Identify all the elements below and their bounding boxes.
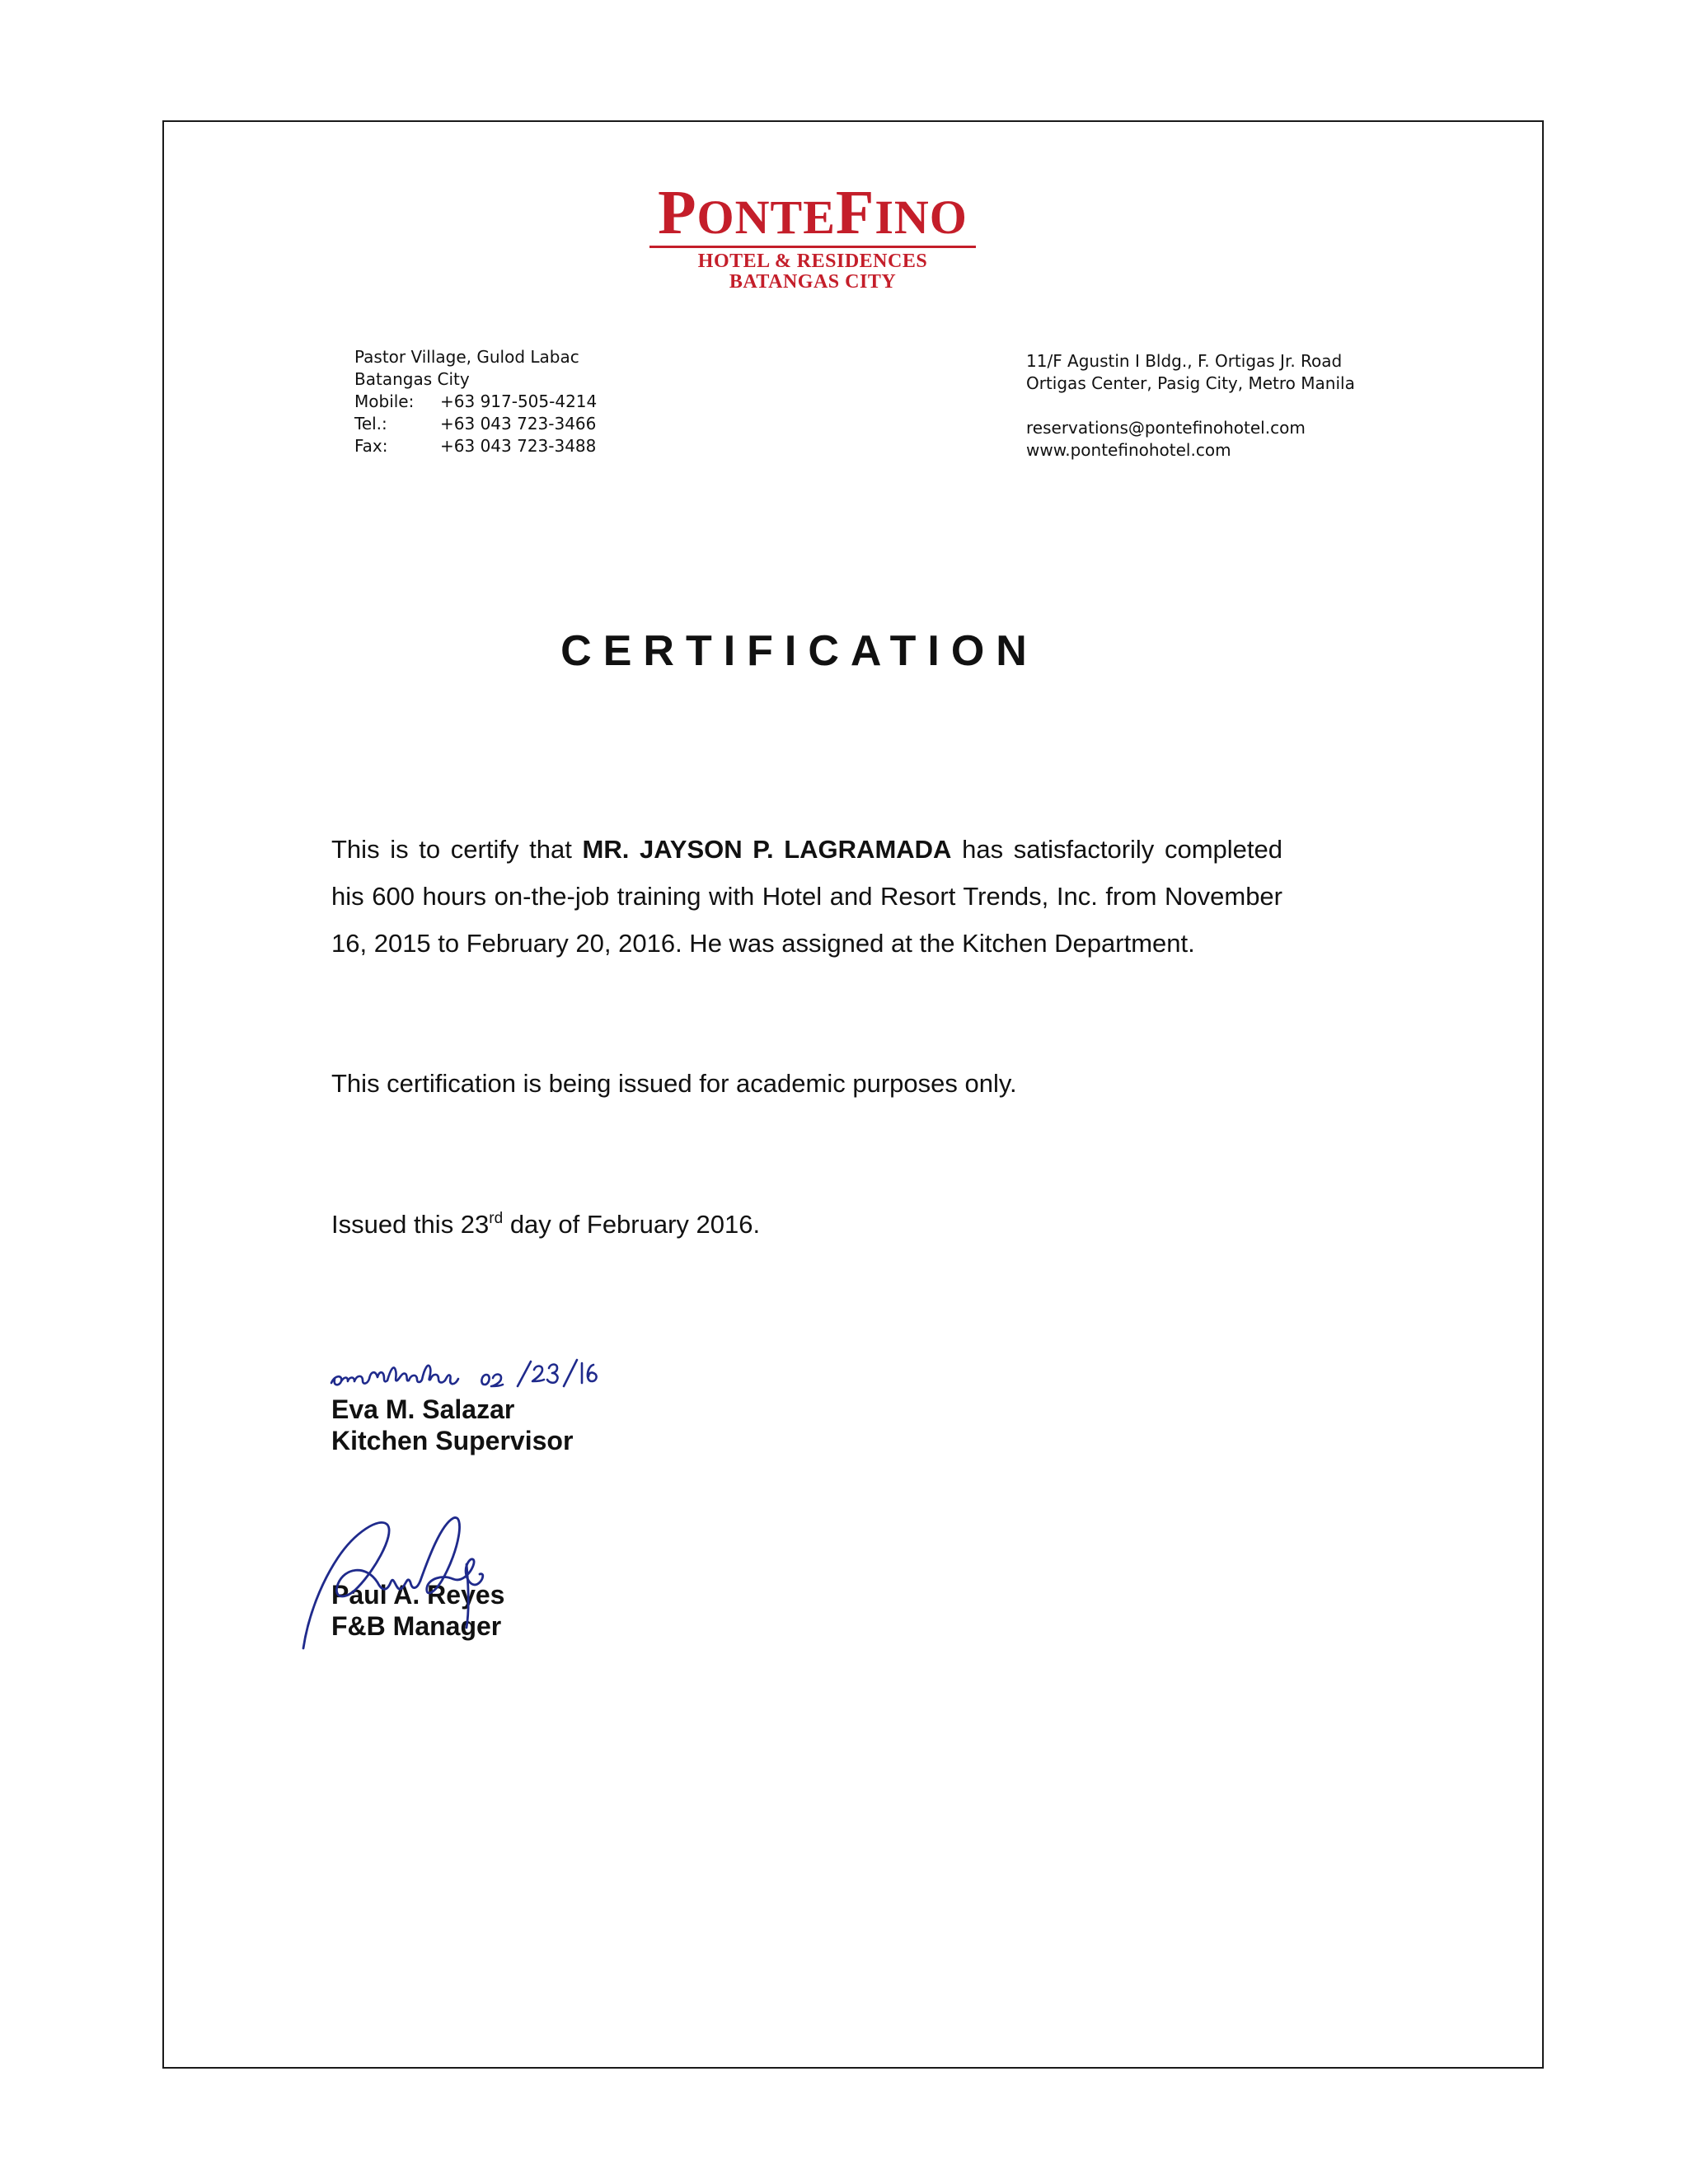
mobile-number: +63 917-505-4214 — [440, 391, 598, 411]
fax-row — [354, 435, 597, 457]
address-left — [354, 346, 597, 457]
fax-number: +63 043 723-3488 — [440, 436, 597, 456]
logo-underline — [649, 246, 976, 248]
mobile-label: Mobile: — [354, 391, 415, 411]
address-right — [1026, 350, 1355, 462]
handwritten-signature-reyes — [297, 1459, 544, 1657]
address-left-line1: Pastor Village, Gulod Labac — [354, 347, 579, 367]
address-right-line1: 11/F Agustin I Bldg., F. Ortigas Jr. Road — [1026, 351, 1343, 371]
certification-paragraph — [331, 826, 1282, 967]
address-right-line2: Ortigas Center, Pasig City, Metro Manila — [1026, 373, 1355, 393]
signatory-1-title: Kitchen Supervisor — [331, 1426, 574, 1455]
logo-subtitle-2: BATANGAS CITY — [729, 271, 897, 293]
ordinal-suffix: rd — [489, 1210, 504, 1227]
page-title: CERTIFICATION — [560, 627, 1039, 675]
issued-prefix: Issued this 23 — [331, 1210, 490, 1239]
hotel-logo — [646, 180, 979, 295]
p1-details: has satisfactorily completed his 600 hours on-the-job training with Hotel and Resort Trends, Inc. from November 16, 2015 to February 20, 2016. He was assigned at the Kitchen Department. — [331, 835, 1282, 958]
issued-date-paragraph — [331, 1201, 1282, 1248]
website-text: www.pontefinohotel.com — [1026, 440, 1231, 460]
fax-label: Fax: — [354, 436, 388, 456]
signatory-2-name: Paul A. Reyes — [331, 1580, 505, 1610]
mobile-row — [354, 391, 597, 413]
signatory-1-name: Eva M. Salazar — [331, 1394, 515, 1424]
address-spacer — [1026, 395, 1355, 417]
logo-wordmark: PONTEFINO — [658, 178, 968, 247]
purpose-paragraph: This certification is being issued for academic purposes only. — [331, 1069, 1017, 1098]
tel-number: +63 043 723-3466 — [440, 414, 597, 434]
signatory-2-title: F&B Manager — [331, 1611, 502, 1641]
address-left-line2: Batangas City — [354, 369, 470, 389]
issued-suffix: day of February 2016. — [503, 1210, 761, 1239]
trainee-name: MR. JAYSON P. LAGRAMADA — [582, 835, 952, 864]
p1-intro: This is to certify that — [331, 835, 583, 864]
email-text: reservations@pontefinohotel.com — [1026, 418, 1306, 438]
logo-subtitle-1: HOTEL & RESIDENCES — [697, 251, 928, 272]
tel-row — [354, 413, 597, 435]
tel-label: Tel.: — [354, 414, 387, 434]
